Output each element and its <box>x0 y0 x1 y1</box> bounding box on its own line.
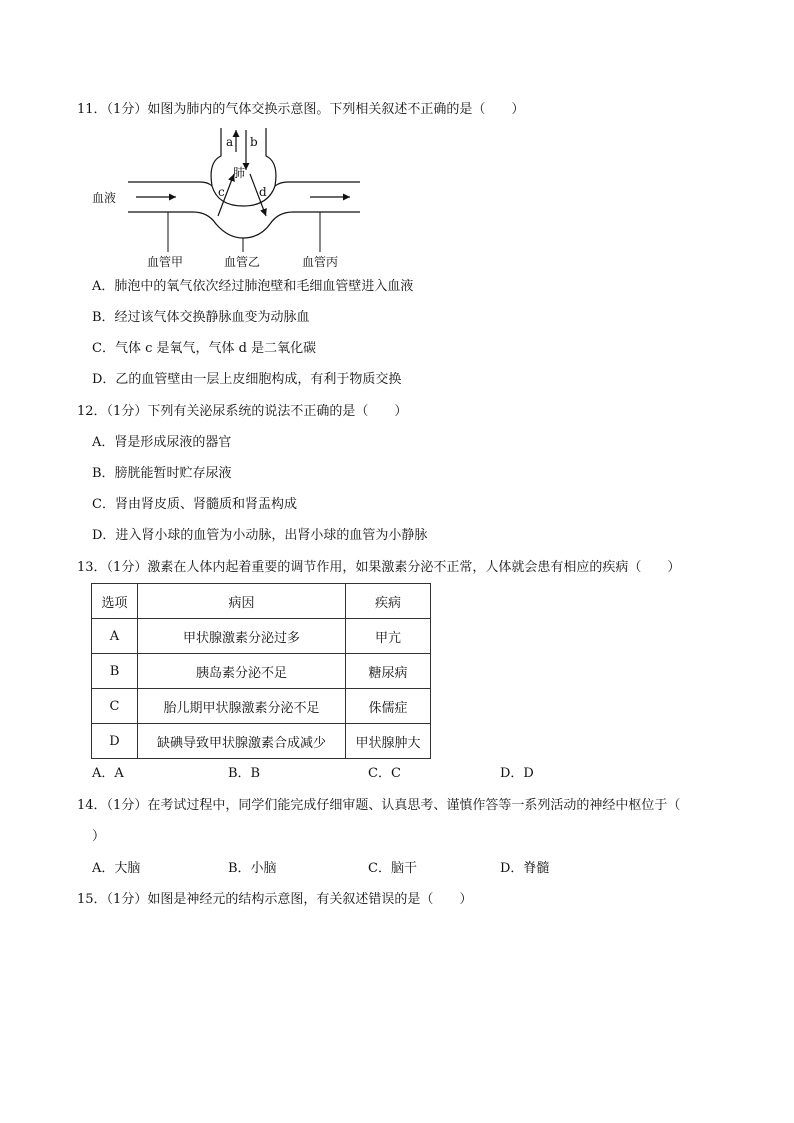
table-cell: 缺碘导致甲状腺激素合成减少 <box>138 724 346 759</box>
vessel-top-wall <box>128 182 212 186</box>
table-header-row <box>92 584 431 619</box>
q14-stem-tail: ） <box>92 829 106 844</box>
table-cell: 甲状腺激素分泌过多 <box>138 619 346 654</box>
vessel-bottom-wall <box>128 212 360 238</box>
table-row <box>92 724 431 759</box>
table-header-cell: 疾病 <box>346 584 431 619</box>
label-vessel-bing: 血管丙 <box>302 255 339 269</box>
q14-option-b[interactable]: B．小脑 <box>228 861 277 876</box>
q14-stem: 14．（1分）在考试过程中，同学们能完成仔细审题、认真思考、谨慎作答等一系列活动的神经中枢位于（ <box>77 798 681 813</box>
table-cell: 甲亢 <box>346 619 431 654</box>
label-c: c <box>218 185 225 199</box>
table-cell: B <box>92 654 138 689</box>
table-cell: 糖尿病 <box>346 654 431 689</box>
q13-option-d[interactable]: D．D <box>500 766 534 781</box>
q15-stem: 15．（1分）如图是神经元的结构示意图，有关叙述错误的是（ ） <box>77 892 473 907</box>
q13-option-a[interactable]: A．A <box>92 766 124 781</box>
label-vessel-yi: 血管乙 <box>224 255 261 269</box>
q11-stem: 11．（1分）如图为肺内的气体交换示意图。下列相关叙述不正确的是（ ） <box>77 102 525 117</box>
table-cell: 胰岛素分泌不足 <box>138 654 346 689</box>
q11-lung-gas-exchange-diagram <box>88 124 378 274</box>
q12-option-d[interactable]: D．进入肾小球的血管为小动脉，出肾小球的血管为小静脉 <box>92 528 428 543</box>
q12-stem: 12．（1分）下列有关泌尿系统的说法不正确的是（ ） <box>77 404 408 419</box>
table-cell: D <box>92 724 138 759</box>
q12-option-b[interactable]: B．膀胱能暂时贮存尿液 <box>92 466 232 481</box>
label-a: a <box>226 135 234 149</box>
table-row <box>92 689 431 724</box>
label-lung: 肺 <box>233 166 246 180</box>
q11-option-c[interactable]: C．气体 c 是氧气，气体 d 是二氧化碳 <box>92 341 317 356</box>
table-header-cell: 选项 <box>92 584 138 619</box>
table-cell: 侏儒症 <box>346 689 431 724</box>
table-row <box>92 654 431 689</box>
label-b: b <box>250 135 258 149</box>
q13-option-c[interactable]: C．C <box>368 766 401 781</box>
table-header-cell: 病因 <box>138 584 346 619</box>
q13-stem: 13．（1分）激素在人体内起着重要的调节作用，如果激素分泌不正常，人体就会患有相应的疾病（ ） <box>77 560 681 575</box>
q14-option-d[interactable]: D．脊髓 <box>500 861 550 876</box>
q12-option-a[interactable]: A．肾是形成尿液的器官 <box>92 435 232 450</box>
label-vessel-jia: 血管甲 <box>147 255 184 269</box>
table-cell: 甲状腺肿大 <box>346 724 431 759</box>
q11-option-d[interactable]: D．乙的血管壁由一层上皮细胞构成，有利于物质交换 <box>92 372 402 387</box>
q13-hormone-table <box>91 583 431 759</box>
q14-option-c[interactable]: C．脑干 <box>368 861 417 876</box>
q12-option-c[interactable]: C．肾由肾皮质、肾髓质和肾盂构成 <box>92 497 297 512</box>
label-d: d <box>259 185 267 199</box>
label-blood: 血液 <box>92 191 117 205</box>
q11-option-a[interactable]: A．肺泡中的氧气依次经过肺泡壁和毛细血管壁进入血液 <box>92 279 414 294</box>
table-cell: C <box>92 689 138 724</box>
q11-option-b[interactable]: B．经过该气体交换静脉血变为动脉血 <box>92 310 310 325</box>
table-cell: 胎儿期甲状腺激素分泌不足 <box>138 689 346 724</box>
q13-option-b[interactable]: B．B <box>228 766 261 781</box>
q14-option-a[interactable]: A．大脑 <box>92 861 141 876</box>
table-row <box>92 619 431 654</box>
table-cell: A <box>92 619 138 654</box>
